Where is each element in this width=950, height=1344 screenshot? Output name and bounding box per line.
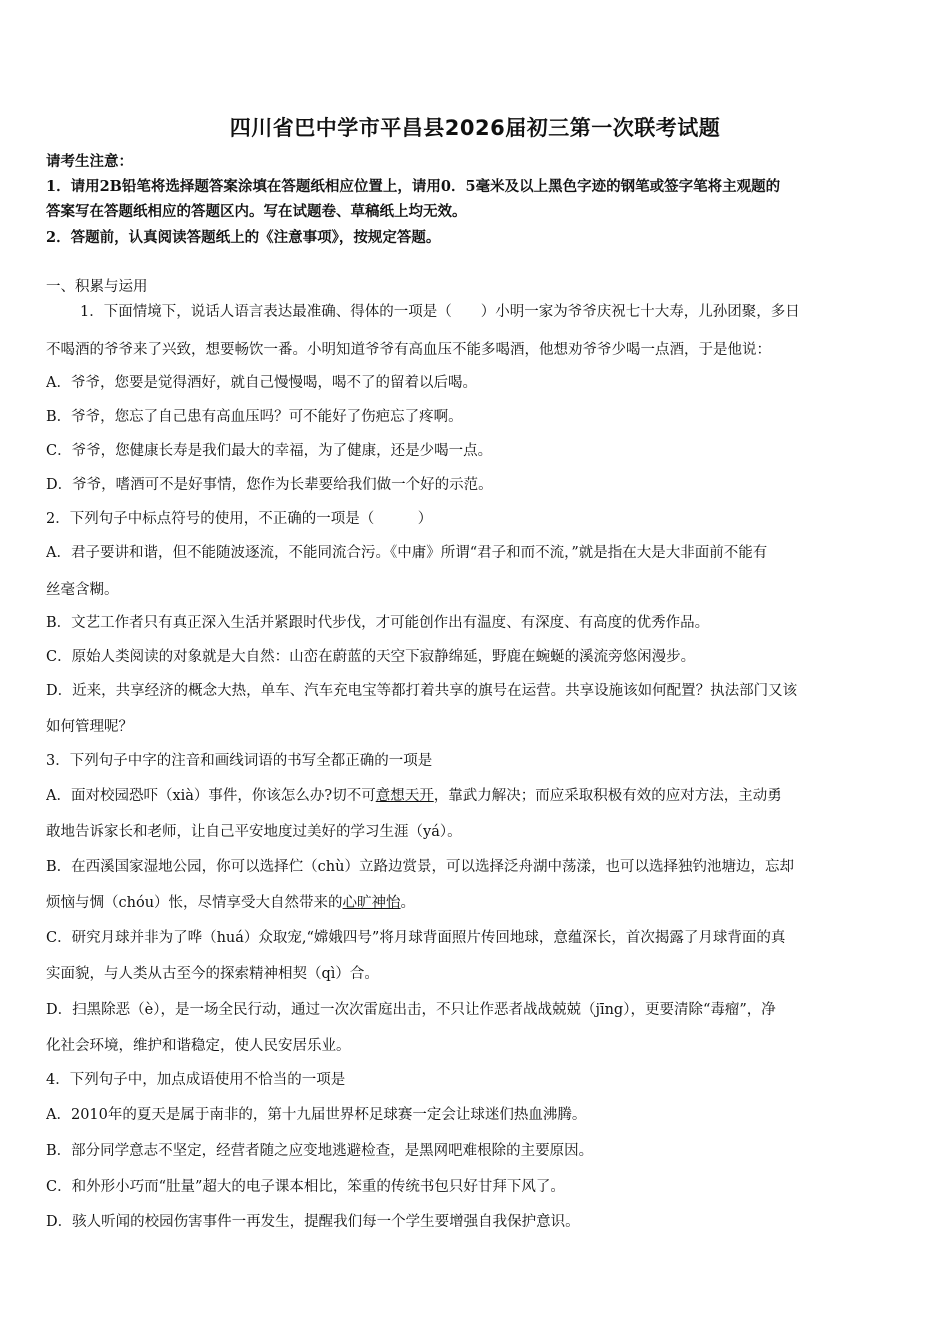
notice-item-2: 2．答题前，认真阅读答题纸上的《注意事项》，按规定答题。	[46, 229, 441, 246]
q2-stem: 2．下列句子中标点符号的使用，不正确的一项是（ ）	[46, 511, 433, 527]
section-heading: 一、积累与运用	[46, 279, 148, 295]
q3-option-c-line-1: C．研究月球并非为了哗（huá）众取宠,“嫦娥四号”将月球背面照片传回地球，意蕴深长，首次揭露了月球背面的真	[46, 930, 786, 946]
q4-option-c: C．和外形小巧而“肚量”超大的电子课本相比，笨重的传统书包只好甘拜下风了。	[46, 1179, 565, 1195]
q4-option-d: D．骇人听闻的校园伤害事件一再发生，提醒我们每一个学生要增强自我保护意识。	[46, 1214, 580, 1230]
q1-stem-line-2: 不喝酒的爷爷来了兴致，想要畅饮一番。小明知道爷爷有高血压不能多喝酒，他想劝爷爷少喝一点酒，于是他说：	[46, 342, 771, 358]
q2-option-d-line-1: D．近来，共享经济的概念大热，单车、汽车充电宝等都打着共享的旗号在运营。共享设施该如何配置？执法部门又该	[46, 683, 798, 699]
notice-heading: 请考生注意：	[46, 153, 133, 170]
q4-option-b: B．部分同学意志不坚定，经营者随之应变地逃避检查，是黑网吧难根除的主要原因。	[46, 1143, 594, 1159]
q4-option-a: A．2010年的夏天是属于南非的，第十九届世界杯足球赛一定会让球迷们热血沸腾。	[46, 1107, 587, 1123]
q3-option-d-line-1: D．扫黑除恶（è），是一场全民行动，通过一次次雷庭出击，不只让作恶者战战兢兢（jīng），更要清除“毒瘤”，净	[46, 1002, 776, 1018]
q3-option-b-underlined-word: 心旷神怡	[342, 895, 401, 911]
q3-option-b-text-post: 。	[400, 895, 416, 911]
q3-option-b-line-1: B．在西溪国家湿地公园，你可以选择伫（chù）立路边赏景，可以选择泛舟湖中荡漾，也可以选择独钓池塘边，忘却	[46, 859, 794, 875]
q4-stem: 4．下列句子中，加点成语使用不恰当的一项是	[46, 1072, 346, 1088]
q2-option-b: B．文艺工作者只有真正深入生活并紧跟时代步伐，才可能创作出有温度、有深度、有高度的优秀作品。	[46, 615, 710, 631]
notice-item-1-line-2: 答案写在答题纸相应的答题区内。写在试题卷、草稿纸上均无效。	[46, 203, 467, 220]
q1-option-a: A．爷爷，您要是觉得酒好，就自己慢慢喝，喝不了的留着以后喝。	[46, 375, 477, 391]
exam-title: 四川省巴中学市平昌县2026届初三第一次联考试题	[229, 116, 721, 140]
q3-option-a-line-2: 敢地告诉家长和老师，让自己平安地度过美好的学习生涯（yá）。	[46, 824, 462, 840]
q2-option-a-line-1: A．君子要讲和谐，但不能随波逐流，不能同流合污。《中庸》所谓“君子和而不流，”就是指在大是大非面前不能有	[46, 545, 768, 561]
q3-option-b-line-2	[46, 893, 906, 913]
q3-option-a-line-1	[46, 786, 906, 806]
q2-option-a-line-2: 丝毫含糊。	[46, 582, 119, 598]
q3-option-c-line-2: 实面貌，与人类从古至今的探索精神相契（qì）合。	[46, 966, 379, 982]
q1-option-d: D．爷爷，嗜酒可不是好事情，您作为长辈要给我们做一个好的示范。	[46, 477, 493, 493]
q3-option-a-text-post: ，靠武力解决；而应采取积极有效的应对方法，主动勇	[433, 788, 782, 804]
q3-option-a-text-pre: A．面对校园恐吓（xià）事件，你该怎么办?切不可	[46, 788, 376, 804]
q3-option-b-text-pre: 烦恼与惆（chóu）怅，尽情享受大自然带来的	[46, 895, 343, 911]
q3-option-a-underlined-word: 意想天开	[375, 788, 434, 804]
q2-option-c: C．原始人类阅读的对象就是大自然：山峦在蔚蓝的天空下寂静绵延，野鹿在蜿蜒的溪流旁悠闲漫步。	[46, 649, 696, 665]
q1-stem-line-1: 1．下面情境下，说话人语言表达最准确、得体的一项是（ ）小明一家为爷爷庆祝七十大寿，儿孙团聚，多日	[80, 304, 800, 320]
q3-option-d-line-2: 化社会环境，维护和谐稳定，使人民安居乐业。	[46, 1038, 351, 1054]
notice-item-1-line-1: 1．请用2B铅笔将选择题答案涂填在答题纸相应位置上，请用0．5毫米及以上黑色字迹的钢笔或签字笔将主观题的	[46, 178, 781, 195]
q3-stem: 3．下列句子中字的注音和画线词语的书写全都正确的一项是	[46, 753, 433, 769]
q2-option-d-line-2: 如何管理呢？	[46, 719, 133, 735]
q1-option-b: B．爷爷，您忘了自己患有高血压吗？可不能好了伤疤忘了疼啊。	[46, 409, 463, 425]
q1-option-c: C．爷爷，您健康长寿是我们最大的幸福，为了健康，还是少喝一点。	[46, 443, 493, 459]
